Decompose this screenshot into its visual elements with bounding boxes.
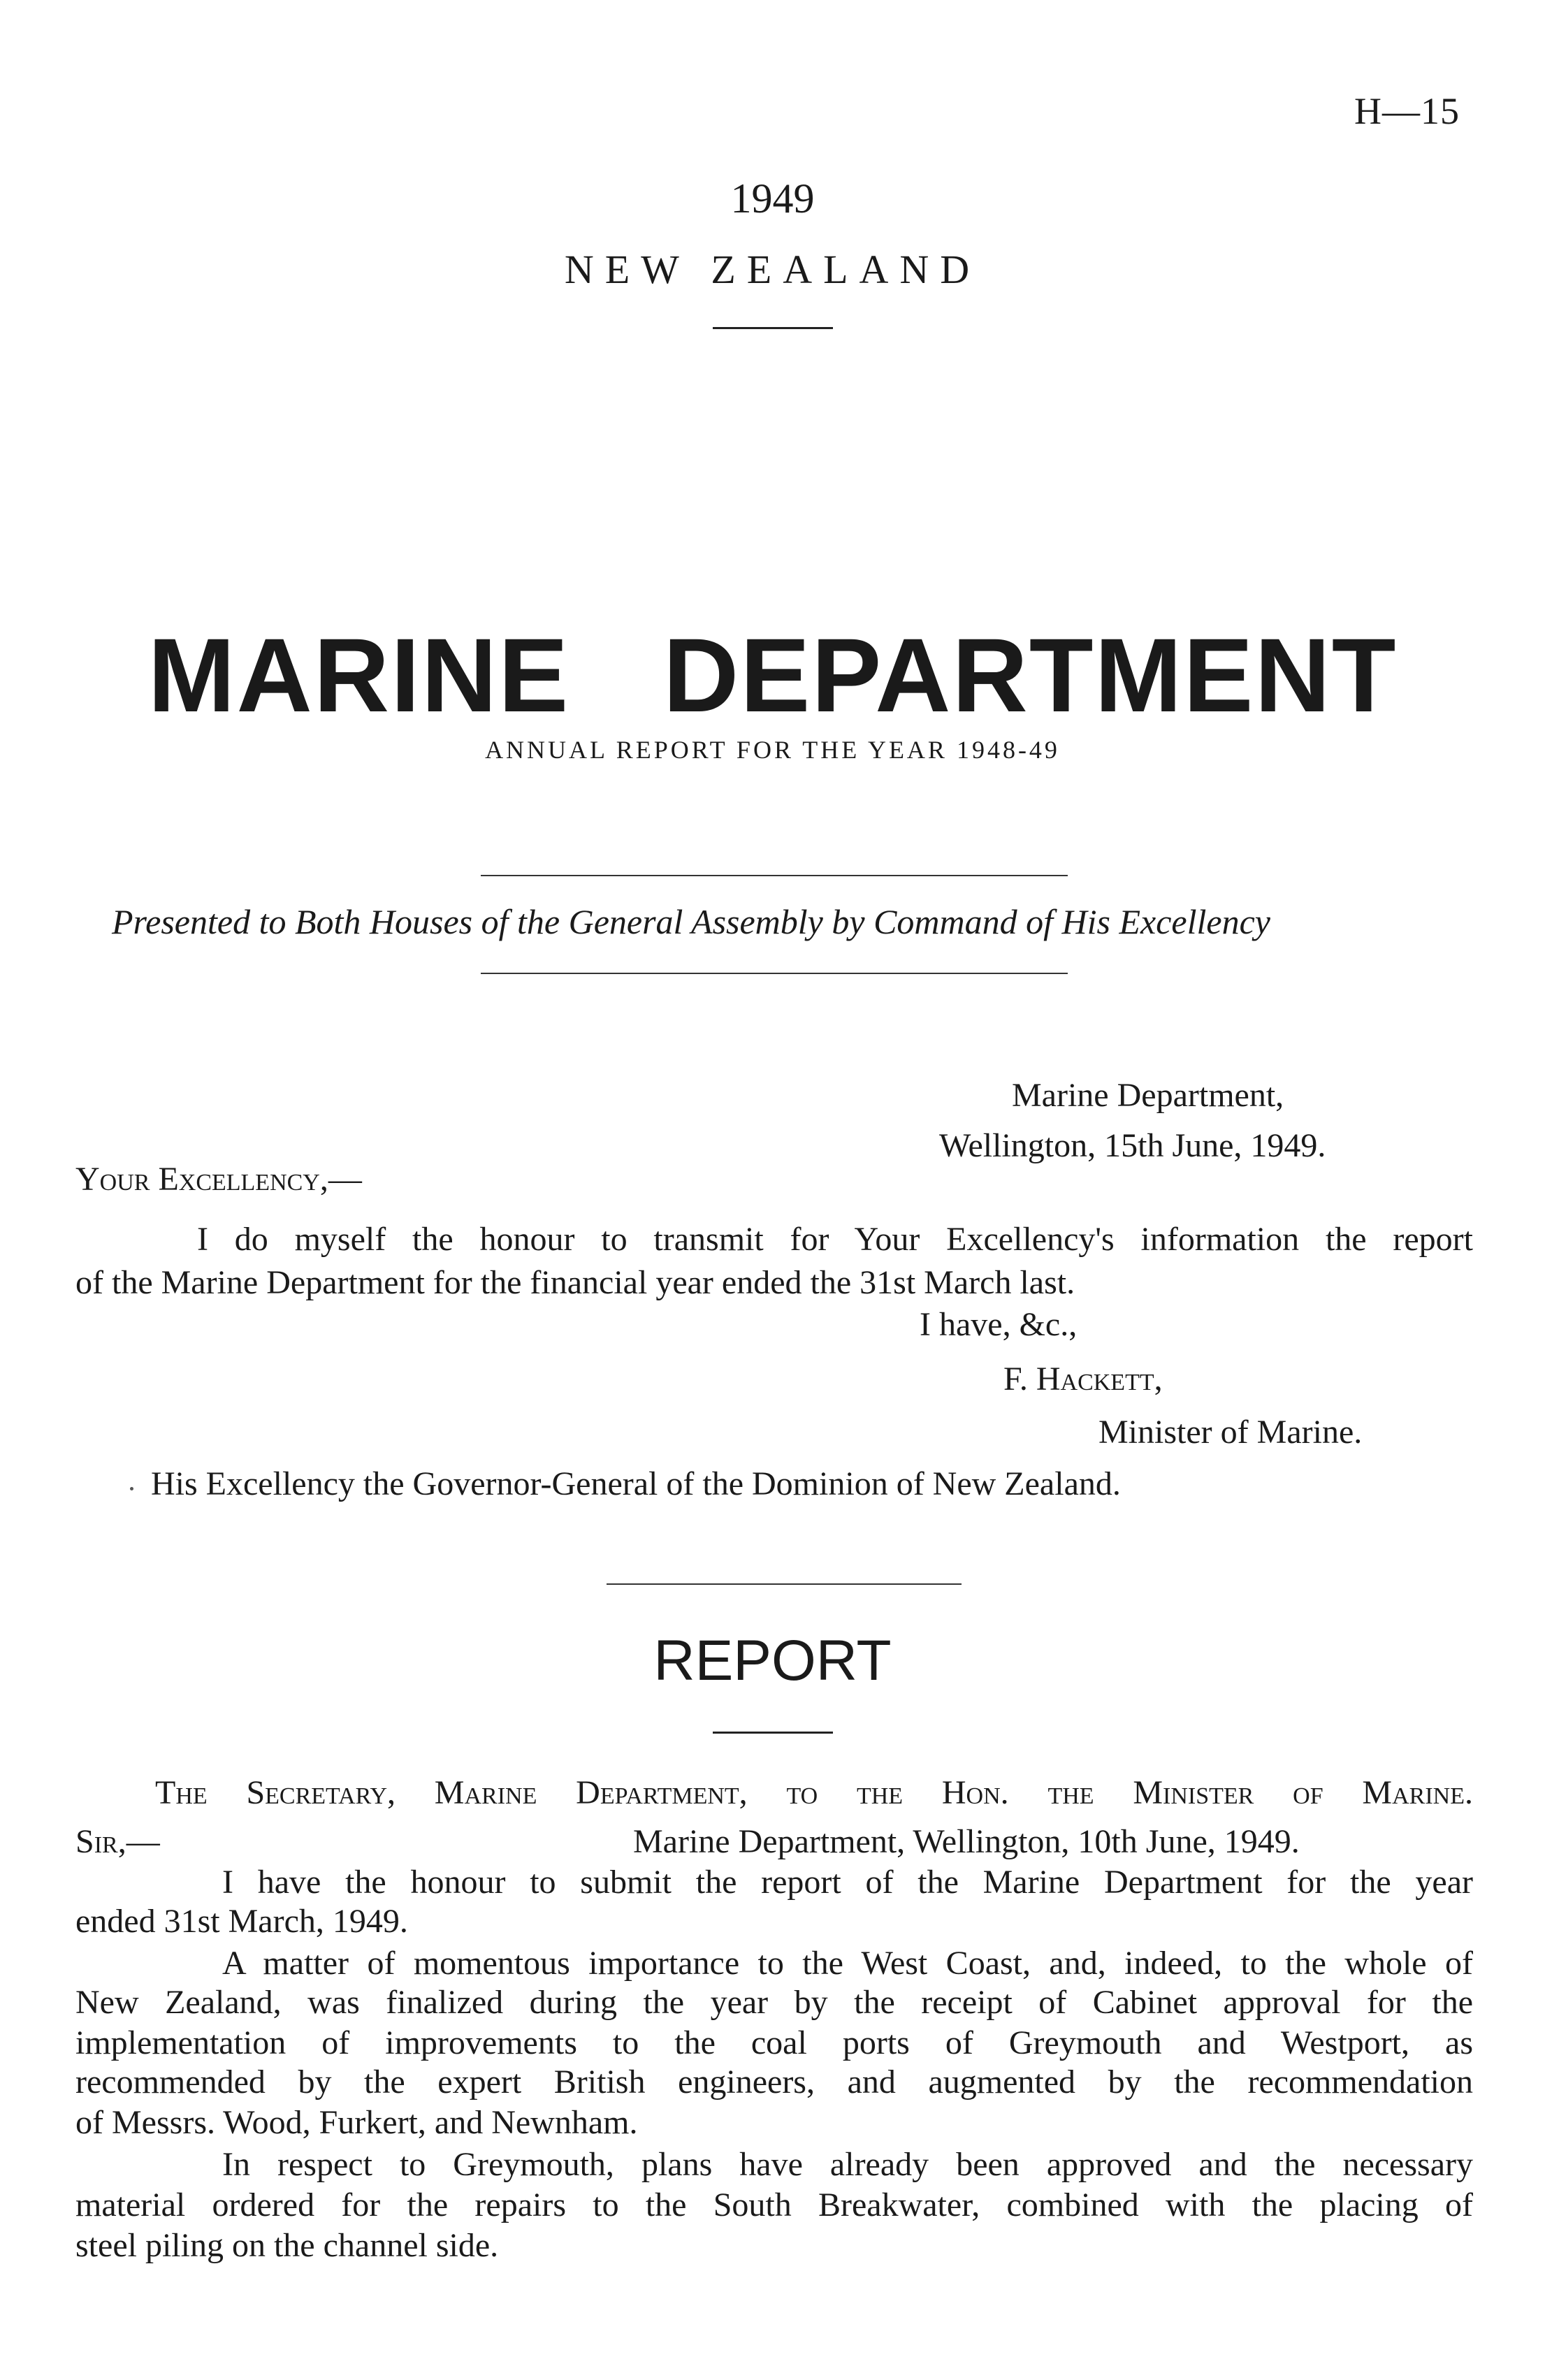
report-top-divider <box>607 1583 962 1585</box>
letter-addressee: His Excellency the Governor-General of the Dominion of New Zealand. <box>151 1465 1121 1502</box>
letter-closing: I have, &c., <box>920 1306 1078 1343</box>
report-para1-line1: I have the honour to submit the report of the Marine Department for the year <box>222 1864 1473 1901</box>
report-para3-line1: In respect to Greymouth, plans have already been approved and the necessary <box>222 2146 1473 2183</box>
header-divider <box>713 327 833 329</box>
letter-signatory-title: Minister of Marine. <box>1098 1414 1363 1451</box>
report-heading-divider <box>713 1732 833 1734</box>
country-heading: NEW ZEALAND <box>564 247 981 292</box>
report-dateline: Marine Department, Wellington, 10th June, 1949. <box>633 1823 1300 1860</box>
stray-mark <box>130 1487 133 1490</box>
report-para2-line5: of Messrs. Wood, Furkert, and Newnham. <box>75 2104 638 2141</box>
report-para2-line2: New Zealand, was finalized during the year by the receipt of Cabinet approval for the <box>75 1984 1473 2021</box>
presentation-statement: Presented to Both Houses of the General Assembly by Command of His Excellency <box>112 902 1270 941</box>
report-heading: REPORT <box>653 1629 892 1692</box>
report-title: MARINE DEPARTMENT <box>147 616 1398 734</box>
presented-top-divider <box>481 875 1068 876</box>
report-salutation: Sir,— <box>75 1823 160 1860</box>
letter-body-line2: of the Marine Department for the financial year ended the 31st March last. <box>75 1264 1075 1301</box>
document-reference: H—15 <box>1354 90 1460 132</box>
report-para1-line2: ended 31st March, 1949. <box>75 1903 408 1940</box>
report-para2-line1: A matter of momentous importance to the West Coast, and, indeed, to the whole of <box>222 1945 1473 1982</box>
letter-salutation: Your Excellency,— <box>75 1161 362 1198</box>
letter-address-line2: Wellington, 15th June, 1949. <box>939 1127 1326 1164</box>
letter-signatory: F. Hackett, <box>1003 1360 1163 1398</box>
letter-address-line1: Marine Department, <box>1012 1077 1284 1114</box>
letter-body-line1: I do myself the honour to transmit for Your Excellency's information the report <box>197 1221 1473 1258</box>
report-para3-line3: steel piling on the channel side. <box>75 2227 499 2264</box>
report-para2-line4: recommended by the expert British engineers, and augmented by the recommendation <box>75 2063 1473 2100</box>
report-subtitle: ANNUAL REPORT FOR THE YEAR 1948-49 <box>485 736 1060 764</box>
report-para2-line3: implementation of improvements to the coal ports of Greymouth and Westport, as <box>75 2024 1473 2061</box>
presented-bottom-divider <box>481 973 1068 974</box>
publication-year: 1949 <box>730 175 815 222</box>
report-from-to: The Secretary, Marine Department, to the Hon. the Minister of Marine. <box>155 1774 1473 1811</box>
report-para3-line2: material ordered for the repairs to the South Breakwater, combined with the placing of <box>75 2186 1473 2223</box>
